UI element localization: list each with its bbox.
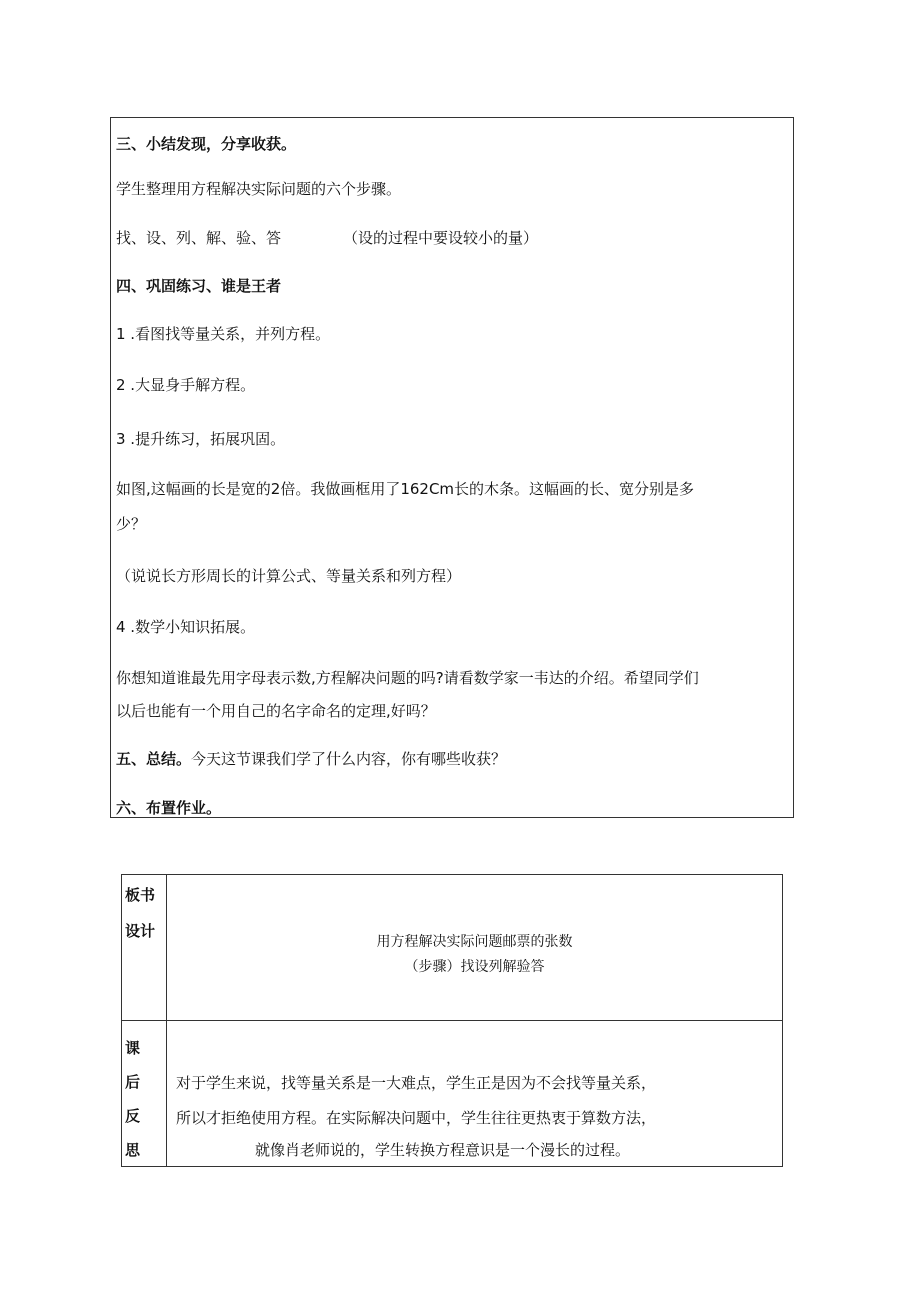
- reflection-line1: 对于学生来说，找等量关系是一大难点，学生正是因为不会找等量关系，: [176, 1074, 657, 1092]
- section4-item3: 3 .提升练习，拓展巩固。: [116, 430, 286, 448]
- board-reflection-table: [121, 874, 783, 1167]
- section6-heading: 六、布置作业。: [116, 799, 222, 817]
- section5-text: 今天这节课我们学了什么内容，你有哪些收获？: [191, 750, 507, 768]
- section3-heading: 三、小结发现，分享收获。: [116, 135, 297, 153]
- section4-problem-line1: 如图,这幅画的长是宽的2倍。我做画框用了162Cm长的木条。这幅画的长、宽分别是多: [116, 480, 695, 498]
- reflection-label-char-3: 反: [125, 1107, 141, 1125]
- section4-problem-line2: 少？: [116, 515, 147, 533]
- reflection-label-char-2: 后: [125, 1073, 141, 1091]
- lesson-steps-box: [110, 117, 794, 818]
- section4-item1: 1 .看图找等量关系，并列方程。: [116, 325, 331, 343]
- section4-heading: 四、巩固练习、谁是王者: [116, 277, 282, 295]
- section3-steps-row: [116, 229, 538, 247]
- section3-steps: 找、设、列、解、验、答: [116, 229, 282, 247]
- section5-row: [116, 750, 506, 768]
- section3-steps-note: （设的过程中要设较小的量）: [343, 229, 539, 247]
- board-label-line2: 设计: [125, 922, 156, 940]
- board-content-line2: （步骤）找设列解验答: [404, 959, 545, 975]
- section4-hint: （说说长方形周长的计算公式、等量关系和列方程）: [116, 567, 462, 585]
- board-content-line1: 用方程解决实际问题邮票的张数: [376, 934, 573, 950]
- reflection-line2: 所以才拒绝使用方程。在实际解决问题中，学生往往更热衷于算数方法，: [176, 1109, 657, 1127]
- section4-story-line2: 以后也能有一个用自己的名字命名的定理,好吗？: [116, 702, 436, 720]
- row-divider: [122, 1020, 782, 1021]
- section3-line1: 学生整理用方程解决实际问题的六个步骤。: [116, 180, 402, 198]
- board-label-line1: 板书: [125, 886, 156, 904]
- reflection-label-char-4: 思: [125, 1141, 141, 1159]
- reflection-label-char-1: 课: [125, 1039, 141, 1057]
- section4-item4: 4 .数学小知识拓展。: [116, 618, 256, 636]
- section5-heading: 五、总结。: [116, 750, 192, 768]
- section4-item2: 2 .大显身手解方程。: [116, 376, 256, 394]
- reflection-line3: 就像肖老师说的，学生转换方程意识是一个漫长的过程。: [255, 1141, 631, 1159]
- section4-story-line1: 你想知道谁最先用字母表示数,方程解决问题的吗?请看数学家一韦达的介绍。希望同学们: [116, 669, 699, 687]
